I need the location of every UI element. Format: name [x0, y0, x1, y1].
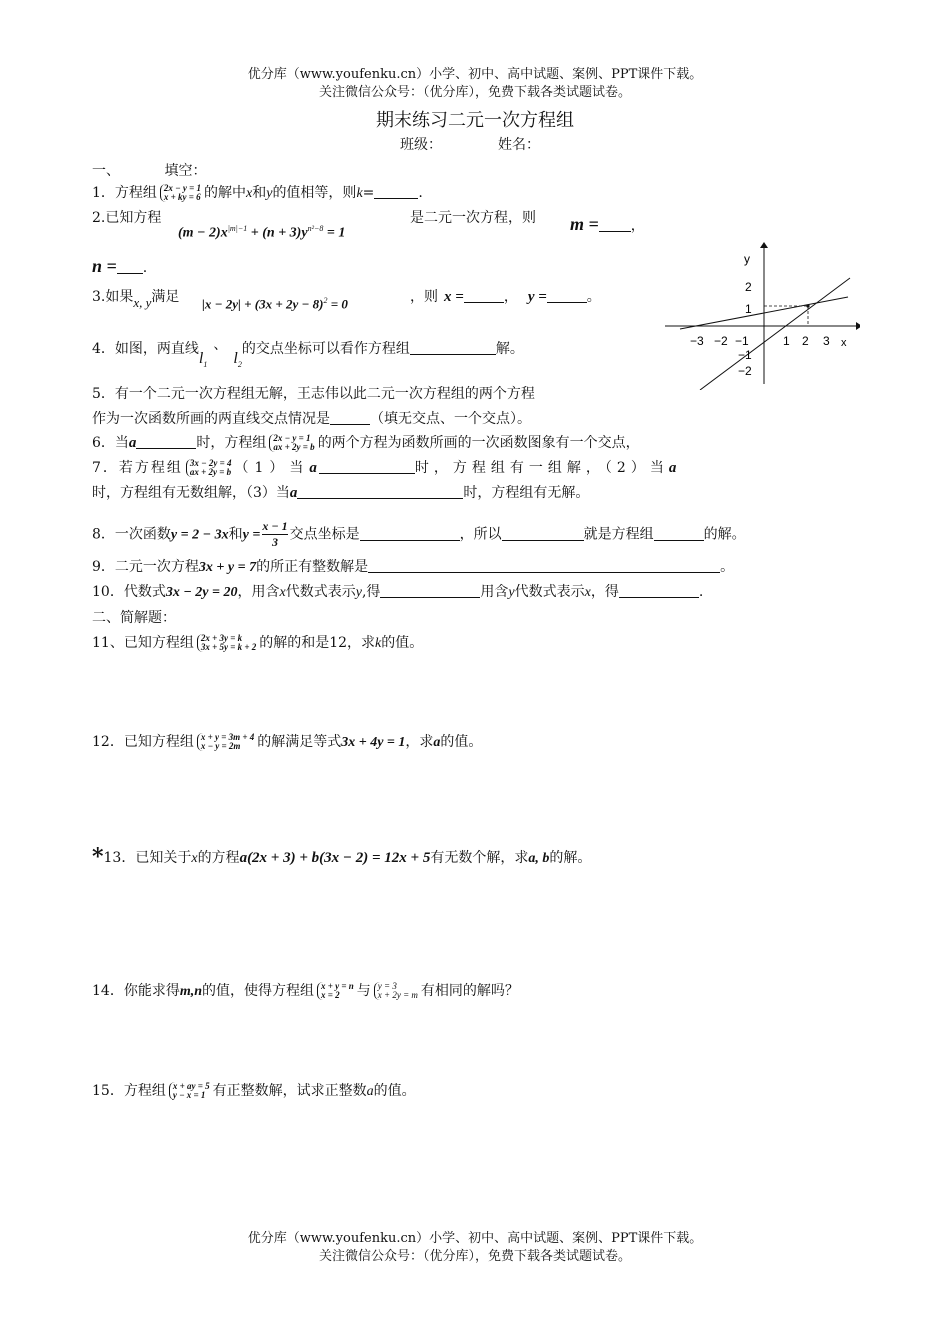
q11-eq-1: 2x + 3y = k [200, 633, 243, 643]
q7-var-a-3: a [289, 485, 298, 501]
q11-end: 的值。 [381, 635, 424, 651]
q13-text: 13．已知关于 [103, 850, 192, 866]
q13-end: 的解。 [549, 850, 592, 866]
q1-text-b: 的解中 [204, 185, 246, 201]
q9-text: 9．二元一次方程 [92, 559, 199, 575]
x-tick: 3 [823, 334, 830, 348]
q6-system [269, 434, 314, 452]
q11-var-k: k [375, 636, 382, 651]
q2-comma: ， [630, 218, 645, 234]
section-1-label: 填空： [164, 163, 207, 179]
q14-vars: m,n [179, 984, 203, 999]
q1-var-y: y [266, 186, 273, 201]
q10-end: . [698, 584, 704, 600]
footer-line-2: 关注微信公众号：（优分库），免费下载各类试题试卷。 [318, 1249, 631, 1264]
q3-eq-left: |x − 2y| + (3x + 2y − 8) [202, 296, 324, 312]
q4-text-b: 的交点坐标可以看作方程组 [241, 341, 410, 357]
q8-text-c: ，所以 [459, 526, 502, 543]
q11-system [197, 634, 256, 652]
q8-function-2: y = [242, 527, 261, 543]
q10-equation: 3x − 2y = 20 [165, 585, 238, 600]
q8-end: 的解。 [703, 526, 746, 543]
q7-var-a: a [309, 460, 319, 476]
q9-text-b: 的所正有整数解是 [256, 559, 369, 575]
q10-text: 10．代数式 [92, 584, 166, 600]
q6-eq-1: 2x − y = 1 [273, 433, 311, 443]
q6-var-a: a [128, 435, 137, 451]
y-tick: −1 [738, 348, 752, 362]
question-15 [92, 1080, 416, 1100]
q8-blank-1[interactable] [360, 526, 460, 541]
y-axis-arrow-icon [760, 242, 768, 248]
y-axis-label: y [744, 252, 750, 266]
q9-end: 。 [720, 559, 735, 575]
q14-text-b: 的值，使得方程组 [202, 983, 315, 999]
q10-var-y: y [355, 585, 362, 600]
q8-and: 和 [228, 526, 243, 543]
x-tick: −2 [714, 334, 728, 348]
q10-var-x-2: x [584, 585, 591, 600]
q8-function-1: y = 2 − 3x [170, 527, 229, 543]
q9-equation: 3x + y = 7 [198, 560, 257, 575]
q3-x: x = [444, 289, 464, 305]
q7-var-a-2: a [668, 460, 679, 476]
question-10 [92, 581, 703, 601]
q12-system [197, 733, 254, 751]
q1-eq-sign: = [362, 185, 375, 201]
q3-vars: x, y [133, 295, 152, 310]
q1-var-k: k [356, 186, 363, 201]
q1-text: 1．方程组 [92, 185, 157, 201]
q3-y-blank[interactable] [547, 288, 587, 303]
q15-eq-1: x + ay = 5 [172, 1081, 210, 1091]
q2-n: n = [92, 256, 117, 276]
q4-l2-sub: 2 [237, 360, 242, 370]
q14-system-1 [317, 982, 354, 1000]
q10-var-x: x [279, 585, 286, 600]
page-title: 期末练习二元一次方程组 [376, 110, 574, 131]
q2-text-b: 是二元一次方程，则 [410, 210, 536, 226]
question-8 [92, 519, 746, 550]
y-tick: −2 [738, 364, 752, 378]
q14-sys2-eq-2: x + 2y = m [377, 990, 418, 1000]
q14-sys1-eq-1: x + y = n [321, 981, 354, 991]
q3-equation [202, 296, 348, 312]
q5-text-b: （填无交点、一个交点）。 [370, 411, 531, 427]
question-7-line-2 [92, 482, 589, 502]
q10-blank-2[interactable] [619, 583, 699, 598]
section-1-number: 一、 [92, 163, 120, 179]
q10-blank-1[interactable] [380, 583, 480, 598]
q7-blank-1[interactable] [319, 459, 415, 474]
q2-n-blank[interactable] [117, 259, 143, 274]
q8-text-b: 交点坐标是 [289, 526, 360, 543]
q12-text: 12．已知方程组 [92, 734, 194, 750]
q3-x-blank[interactable] [464, 288, 504, 303]
q2-exp2: n²−8 [307, 224, 324, 233]
q1-eq-2: x + ky = 6 [163, 192, 201, 202]
q2-eq-rhs: = 1 [323, 225, 346, 241]
question-4 [92, 334, 524, 369]
q7-line2-text-b: 时，方程组有无解。 [463, 485, 590, 501]
q14-text: 14．你能求得 [92, 983, 180, 999]
q3-exp: 2 [323, 296, 328, 305]
q15-eq-2: y − x = 1 [172, 1090, 206, 1100]
q10-text-d: ,得 [361, 584, 381, 600]
q3-text-c: ，则 [410, 289, 438, 305]
q2-eq-mid: + (n + 3)y [247, 225, 308, 241]
question-6 [92, 432, 640, 452]
q2-n-answer [92, 256, 147, 277]
q7-text: 7．若方程组 [92, 460, 183, 476]
q3-text-b: 满足 [151, 289, 180, 305]
q3-answer [410, 286, 601, 306]
q8-blank-2[interactable] [502, 526, 584, 541]
q10-var-y-2: y [508, 585, 515, 600]
q3-end: 。 [586, 289, 601, 305]
q13-vars: a, b [528, 851, 550, 866]
q7-text-b: （1）当 [234, 460, 310, 476]
q15-end: 的值。 [373, 1083, 416, 1099]
q4-blank[interactable] [410, 340, 496, 355]
q8-denominator: 3 [271, 535, 278, 549]
q7-eq-2: ax + 2y = b [189, 467, 232, 477]
q8-blank-3[interactable] [654, 526, 704, 541]
q1-system [160, 184, 201, 202]
question-14 [92, 980, 519, 1000]
q12-text-b: 的解满足等式 [257, 734, 342, 750]
q2-eq-left: (m − 2)x [178, 225, 228, 241]
q8-numerator: x − 1 [262, 519, 288, 533]
x-axis-label: x [841, 337, 847, 349]
q5-text-a: 作为一次函数所画的两直线交点情况是 [92, 411, 330, 427]
q12-eq-2: x − y = 2m [200, 741, 241, 751]
q15-var-a: a [366, 1084, 374, 1099]
header-line-2: 关注微信公众号：（优分库），免费下载各类试题试卷。 [318, 85, 631, 100]
q4-line-1 [198, 350, 208, 370]
q3-eq-rhs: = 0 [327, 296, 348, 312]
q2-m: m = [570, 214, 599, 234]
q7-text-c: 时，方程组有一组解，（2）当 [414, 460, 669, 476]
q3-text: 3.如果 [92, 289, 134, 305]
q14-end: 有相同的解吗？ [420, 983, 519, 999]
q14-sys1-eq-2: x = 2 [321, 990, 340, 1000]
x-tick: −3 [690, 334, 704, 348]
footer-line-1: 优分库（www.youfenku.cn）小学、初中、高中试题、案例、PPT课件下载。 [247, 1231, 703, 1246]
section-1-heading [92, 160, 206, 180]
q12-equation: 3x + 4y = 1 [341, 735, 406, 750]
q4-end: 解。 [495, 341, 524, 357]
q4-l1-sub: 1 [203, 360, 208, 370]
q7-eq-1: 3x − 2y = 4 [189, 458, 232, 468]
question-5-line-1: 5．有一个二元一次方程组无解，王志伟以此二元一次方程组的两个方程 [92, 386, 535, 402]
question-2-text: 2.已知方程 [92, 210, 162, 226]
q8-text-d: 就是方程组 [583, 526, 654, 543]
x-tick: −1 [735, 334, 749, 348]
q10-text-c: 代数式表示 [285, 584, 356, 600]
q4-l2: l [233, 350, 238, 367]
q7-blank-3[interactable] [297, 484, 463, 499]
q10-text-f: 代数式表示 [514, 584, 585, 600]
q14-text-c: 与 [356, 983, 371, 999]
q9-blank[interactable] [368, 558, 720, 573]
question-7-line-1 [92, 457, 678, 477]
q13-equation: a(2x + 3) + b(3x − 2) = 12x + 5 [239, 850, 431, 866]
q3-y: y = [527, 289, 547, 305]
y-tick: 1 [745, 302, 752, 316]
q15-system [169, 1082, 210, 1100]
q1-answer-blank[interactable] [374, 184, 418, 199]
q12-var-a: a [433, 735, 441, 750]
q6-text-c: 的两个方程为函数所画的一次函数图象有一个交点， [317, 435, 640, 451]
q4-line-2 [233, 350, 242, 370]
q7-system [186, 459, 232, 477]
q11-eq-2: 3x + 5y = k + 2 [200, 642, 257, 652]
q6-text: 6．当 [92, 435, 129, 451]
question-9 [92, 556, 734, 576]
coordinate-graph [660, 240, 860, 390]
q2-exp1: |m|−1 [227, 224, 248, 233]
q2-end: . [142, 260, 148, 276]
q3-comma: ， [503, 289, 518, 305]
q4-l1: l [198, 350, 204, 367]
q13-var-x: x [191, 851, 198, 866]
q5-blank[interactable] [330, 410, 370, 425]
question-11 [92, 632, 423, 652]
class-label: 班级： [400, 137, 442, 153]
q2-m-answer [570, 214, 645, 235]
question-13 [92, 844, 591, 870]
x-tick: 1 [783, 334, 790, 348]
q1-text-c: 的值相等，则 [272, 185, 357, 201]
q8-fraction [262, 519, 287, 550]
y-tick: 2 [745, 280, 752, 294]
q8-text: 8．一次函数 [92, 526, 171, 543]
q2-m-blank[interactable] [599, 217, 631, 232]
q12-end: 的值。 [440, 734, 483, 750]
q11-text: 11、已知方程组 [92, 635, 194, 651]
q13-text-b: 的方程 [197, 850, 240, 866]
q15-text: 15．方程组 [92, 1083, 166, 1099]
q13-star-icon: * [92, 844, 104, 870]
q11-text-b: 的解的和是12，求 [259, 635, 376, 651]
q10-text-g: ，得 [590, 584, 619, 600]
q6-text-b: 时，方程组 [196, 435, 267, 451]
q1-end: . [418, 185, 423, 201]
q10-text-e: 用含 [480, 584, 509, 600]
q12-eq-1: x + y = 3m + 4 [200, 732, 255, 742]
q4-text: 4．如图，两直线 [92, 341, 199, 357]
section-2-heading: 二、简解题： [92, 610, 176, 626]
question-12 [92, 731, 482, 751]
q2-equation [178, 224, 345, 242]
q12-text-c: ，求 [405, 734, 434, 750]
q6-eq-2: ax + 2y = b [273, 442, 315, 452]
intersection-point [806, 304, 809, 307]
q15-text-b: 有正整数解，试求正整数 [212, 1083, 367, 1099]
q1-and: 和 [252, 185, 267, 201]
x-tick: 2 [802, 334, 809, 348]
q14-sys2-eq-1: y = 3 [377, 981, 397, 991]
q1-eq-1: 2x − y = 1 [163, 183, 201, 193]
q10-text-b: ，用含 [237, 584, 280, 600]
name-label: 姓名： [498, 137, 540, 153]
q4-sep: 、 [213, 337, 228, 353]
question-3 [92, 286, 179, 311]
q13-text-c: 有无数个解，求 [430, 850, 529, 866]
x-axis-arrow-icon [856, 322, 860, 330]
question-1 [92, 182, 423, 202]
q6-blank[interactable] [136, 434, 196, 449]
q7-line2-text: 时，方程组有无数组解，（3）当 [92, 485, 290, 501]
header-line-1: 优分库（www.youfenku.cn）小学、初中、高中试题、案例、PPT课件下载。 [247, 67, 703, 82]
q1-var-x: x [246, 186, 253, 201]
q14-system-2 [374, 982, 418, 1000]
question-5-line-2 [92, 408, 531, 428]
